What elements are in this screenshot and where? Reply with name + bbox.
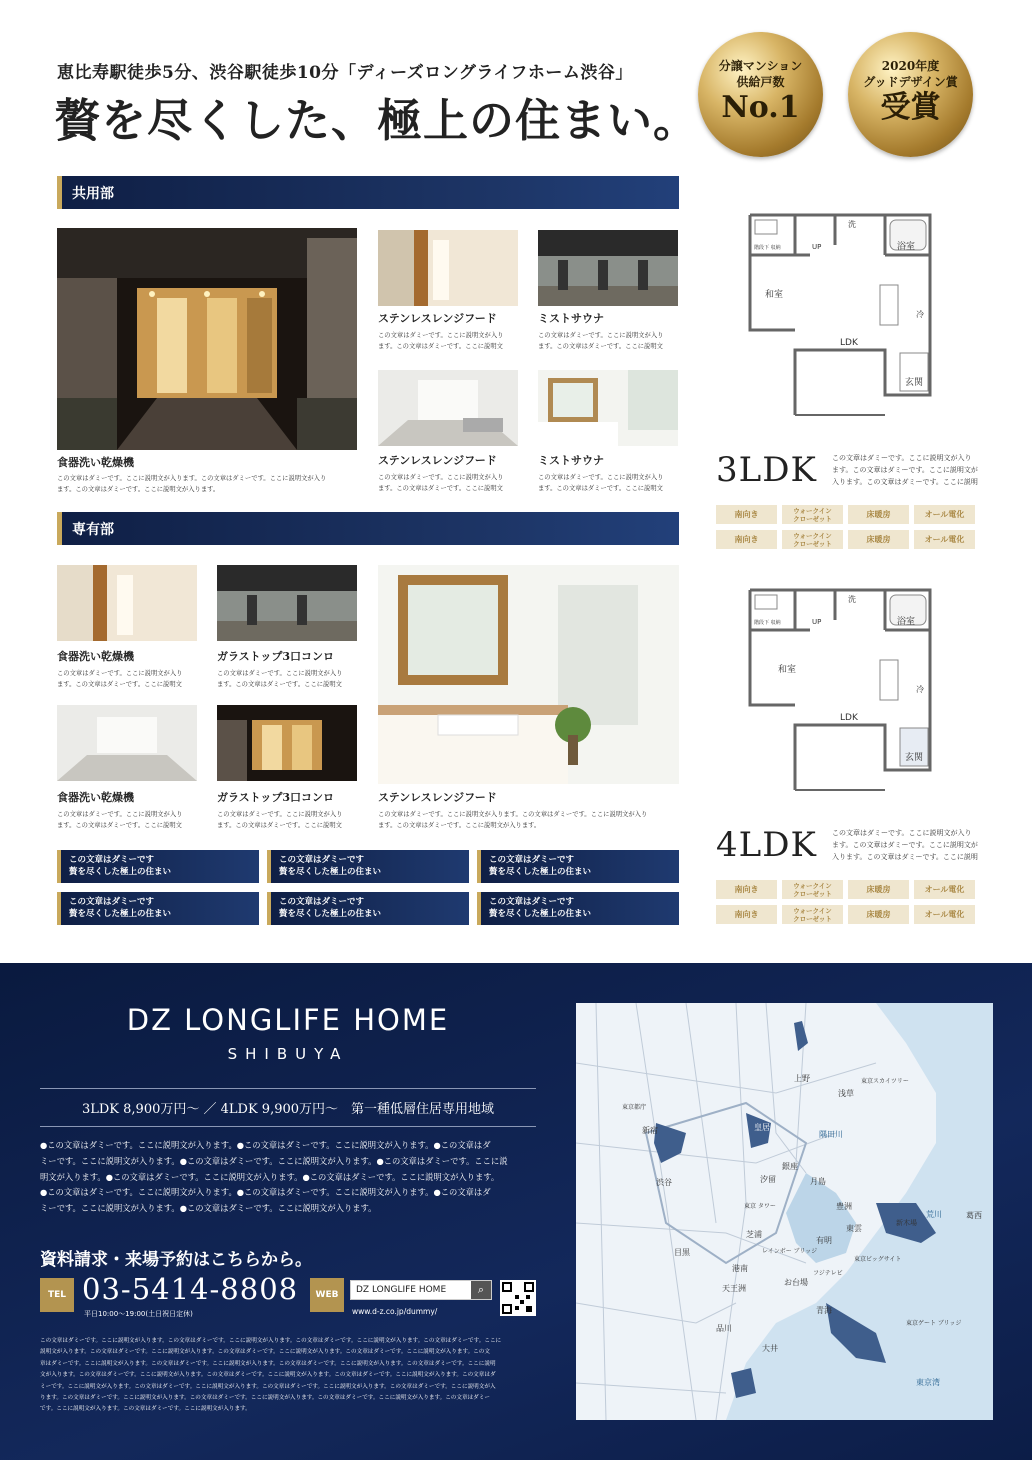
map-label-aomi: 青海: [816, 1306, 832, 1315]
map-label-kokyo: 皇居: [754, 1123, 770, 1132]
cta-box-3[interactable]: [477, 850, 679, 883]
bullet-line-1: ●この文章はダミーです。ここに説明文が入ります。●この文章はダミーです。ここに説明文が入ります。●この文章はダ: [40, 1140, 491, 1150]
private-text-5: [378, 809, 678, 831]
tag-all-electric-2: オール電化: [914, 530, 975, 549]
map-label-toyosu: 豊洲: [836, 1202, 852, 1211]
cta-6-line2: 贅を尽くした極上の住まい: [489, 909, 592, 919]
search-icon[interactable]: ⌕: [471, 1281, 491, 1299]
fine-print-4: 文が入ります。この文章はダミーです。ここに説明文が入ります。この文章はダミーです。ここに説明文が入ります。この文章はダミーです。ここに説明文が入ります。この文章はダ: [40, 1372, 496, 1379]
tag-south-2: 南向き: [716, 530, 777, 549]
common-text-4a: この文章はダミーです。ここに説明文が入り: [378, 474, 504, 481]
floorplan-3ldk: [740, 205, 940, 420]
map-label-bigsight: 東京ビッグサイト: [854, 1256, 902, 1263]
map-label-shiodome: 汐留: [760, 1175, 776, 1184]
fp3-up: UP: [812, 243, 822, 251]
private-caption-5: ステンレスレンジフード: [378, 791, 497, 804]
plan-4ldk-desc: [832, 827, 982, 863]
private-caption-2: ガラストップ3口コンロ: [217, 650, 334, 663]
fp4-bath: 浴室: [897, 617, 916, 627]
private-caption-3: 食器洗い乾燥機: [57, 791, 134, 804]
fp3-ldk: LDK: [840, 338, 858, 348]
tag-wic-4: ウォークイン クローゼット: [782, 905, 843, 924]
room-photo: [378, 370, 518, 446]
map-label-ariake: 有明: [816, 1236, 832, 1245]
medal-good-design: [848, 32, 973, 157]
map-label-skytree: 東京スカイツリー: [861, 1078, 909, 1085]
common-text-3a: この文章はダミーです。ここに説明文が入り: [538, 332, 664, 339]
bullet-line-3: 明文が入ります。●この文章はダミーです。ここに説明文が入ります。●この文章はダミーです。ここに説明文が入ります。: [40, 1171, 500, 1182]
cta-box-6[interactable]: [477, 892, 679, 925]
tag-south-3: 南向き: [716, 880, 777, 899]
plan-3ldk-desc: [832, 452, 982, 488]
washroom-photo: [538, 370, 678, 446]
medal-gd-big: 受賞: [880, 90, 941, 125]
map-label-shinjuku: 新宿: [642, 1126, 658, 1135]
fp4-wash: 洗: [848, 595, 856, 604]
rangehood-photo: [378, 230, 518, 306]
bullet-line-2: ミーです。ここに説明文が入ります。●この文章はダミーです。ここに説明文が入ります。●この文章はダミーです。ここに説: [40, 1155, 508, 1166]
cta-2-line1: この文章はダミーです: [279, 855, 365, 865]
map-label-shibaura: 芝浦: [746, 1230, 762, 1239]
search-input[interactable]: DZ LONGLIFE HOME: [356, 1285, 447, 1295]
fp3-washitsu: 和室: [765, 290, 784, 300]
private-caption-4: ガラストップ3口コンロ: [217, 791, 334, 804]
map-label-shibuya: 渋谷: [656, 1178, 672, 1187]
web-label: WEB: [310, 1278, 344, 1312]
divider-bottom: [40, 1126, 536, 1127]
tag-all-electric-1: オール電化: [914, 505, 975, 524]
medal-no1-big: No.1: [721, 90, 800, 125]
medal-no1-line2: 供給戸数: [736, 75, 785, 89]
tag-all-electric-3: オール電化: [914, 880, 975, 899]
tel-number[interactable]: 03-5414-8808: [82, 1272, 299, 1306]
private-text-3: [57, 809, 199, 831]
map-label-tocho: 東京都庁: [622, 1104, 647, 1111]
fp3-wash: 洗: [848, 220, 856, 229]
cta-4-line2: 贅を尽くした極上の住まい: [69, 909, 172, 919]
fine-print-3: 章はダミーです。ここに説明文が入ります。この文章はダミーです。ここに説明文が入ります。この文章はダミーです。ここに説明文が入ります。この文章はダミーです。ここに説明: [40, 1360, 496, 1367]
plan-4ldk-label: 4LDK: [716, 825, 817, 865]
cta-4-line1: この文章はダミーです: [69, 897, 155, 907]
map-label-kasai: 葛西: [966, 1211, 982, 1220]
subheadline: 恵比寿駅徒歩5分、渋谷駅徒歩10分「ディーズロングライフホーム渋谷」: [57, 63, 633, 83]
plan-4ldk-desc3: 入ります。この文章はダミーです。ここに説明: [832, 853, 978, 861]
private-text-4: [217, 809, 359, 831]
tag-floor-heat-3: 床暖房: [848, 880, 909, 899]
common-caption-4: ステンレスレンジフード: [378, 454, 497, 467]
area-map[interactable]: [576, 1003, 993, 1420]
private-text-4a: この文章はダミーです。ここに説明文が入り: [217, 811, 343, 818]
fp3-bath: 浴室: [897, 242, 916, 252]
fine-print-2: 説明文が入ります。この文章はダミーです。ここに説明文が入ります。この文章はダミーです。ここに説明文が入ります。この文章はダミーです。ここに説明文が入ります。この文: [40, 1349, 490, 1356]
private-text-2: [217, 668, 359, 690]
private-photo-large: [378, 565, 679, 784]
cta-1-line2: 贅を尽くした極上の住まい: [69, 867, 172, 877]
divider-top: [40, 1088, 536, 1089]
private-text-1b: ます。この文章はダミーです。ここに説明文: [57, 681, 182, 688]
map-label-shinonome: 東雲: [846, 1224, 862, 1233]
plan-4ldk-desc1: この文章はダミーです。ここに説明文が入り: [832, 829, 972, 837]
bullet-line-4: ●この文章はダミーです。ここに説明文が入ります。●この文章はダミーです。ここに説明文が入ります。●この文章はダ: [40, 1187, 491, 1198]
common-text-4b: ます。この文章はダミーです。ここに説明文: [378, 485, 503, 492]
tag-south-1: 南向き: [716, 505, 777, 524]
bullet-line-5: ミーです。ここに説明文が入ります。●この文章はダミーです。ここに説明文が入ります。: [40, 1203, 377, 1214]
common-text-4: [378, 472, 520, 494]
tag-floor-heat-2: 床暖房: [848, 530, 909, 549]
private-text-5a: この文章はダミーです。ここに説明文が入ります。この文章はダミーです。ここに説明文が入り: [378, 811, 648, 818]
cta-3-line2: 贅を尽くした極上の住まい: [489, 867, 592, 877]
cta-box-4[interactable]: [57, 892, 259, 925]
common-text-3: [538, 330, 680, 352]
common-caption-2: ステンレスレンジフード: [378, 312, 497, 325]
tag-all-electric-4: オール電化: [914, 905, 975, 924]
private-text-2a: この文章はダミーです。ここに説明文が入り: [217, 670, 343, 677]
brand-name: DZ LONGLIFE HOME: [126, 1003, 450, 1037]
common-text-2: [378, 330, 520, 352]
map-label-arakawa: 荒川: [926, 1210, 942, 1219]
fp3-storage: 階段下 収納: [754, 245, 781, 251]
plan-3ldk-desc3: 入ります。この文章はダミーです。ここに説明: [832, 478, 978, 486]
map-label-bay: 東京湾: [916, 1378, 940, 1387]
cta-2-line2: 贅を尽くした極上の住まい: [279, 867, 382, 877]
common-text-1b: ます。この文章はダミーです。ここに説明文が入ります。: [57, 486, 220, 493]
map-label-konan: 港南: [732, 1264, 748, 1273]
sauna-photo: [538, 230, 678, 306]
private-text-1a: この文章はダミーです。ここに説明文が入り: [57, 670, 183, 677]
fp3-fridge: 冷: [916, 310, 924, 319]
common-text-1: [57, 473, 357, 495]
map-label-ueno: 上野: [794, 1074, 810, 1083]
tel-label: TEL: [40, 1278, 74, 1312]
cta-1-line1: この文章はダミーです: [69, 855, 155, 865]
fp4-genkan: 玄関: [905, 753, 924, 763]
plan-3ldk-desc1: この文章はダミーです。ここに説明文が入り: [832, 454, 972, 462]
cta-5-line2: 贅を尽くした極上の住まい: [279, 909, 382, 919]
fp4-up: UP: [812, 618, 822, 626]
tag-floor-heat-1: 床暖房: [848, 505, 909, 524]
common-caption-5: ミストサウナ: [538, 454, 604, 467]
map-label-shinagawa: 品川: [716, 1324, 732, 1333]
private-text-4b: ます。この文章はダミーです。ここに説明文: [217, 822, 342, 829]
map-label-tsukishima: 月島: [810, 1177, 826, 1186]
private-text-3a: この文章はダミーです。ここに説明文が入り: [57, 811, 183, 818]
medal-no1-line1: 分譲マンション: [718, 59, 803, 73]
private-photo-1: [57, 565, 197, 641]
fine-print-1: この文章はダミーです。ここに説明文が入ります。この文章はダミーです。ここに説明文が入ります。この文章はダミーです。ここに説明文が入ります。この文章はダミーです。ここに: [40, 1338, 502, 1344]
map-label-tower: 東京 タワー: [744, 1203, 776, 1210]
cta-box-5[interactable]: [267, 892, 469, 925]
plan-4ldk-desc2: ます。この文章はダミーです。ここに説明文が: [832, 841, 978, 849]
medal-gd-line1: 2020年度: [881, 59, 940, 73]
private-text-2b: ます。この文章はダミーです。ここに説明文: [217, 681, 342, 688]
common-text-5: [538, 472, 680, 494]
fp4-fridge: 冷: [916, 685, 924, 694]
entrance-photo: [57, 228, 357, 450]
map-label-sumida: 隅田川: [819, 1130, 843, 1139]
private-photo-2: [217, 565, 357, 641]
fp4-ldk: LDK: [840, 713, 858, 723]
contact-heading: 資料請求・来場予約はこちらから。: [40, 1250, 312, 1270]
tag-south-4: 南向き: [716, 905, 777, 924]
map-label-ginza: 銀座: [782, 1162, 798, 1171]
common-text-5a: この文章はダミーです。ここに説明文が入り: [538, 474, 664, 481]
map-label-odaiba: お台場: [784, 1278, 808, 1287]
tag-wic-3: ウォークイン クローゼット: [782, 880, 843, 899]
tel-hours: 平日10:00〜19:00(土日祝日定休): [84, 1310, 193, 1318]
fine-print-7: です。ここに説明文が入ります。この文章はダミーです。ここに説明文が入ります。: [40, 1406, 251, 1413]
fp4-storage: 階段下 収納: [754, 620, 781, 626]
private-text-1: [57, 668, 199, 690]
private-photo-3: [57, 705, 197, 781]
common-caption-3: ミストサウナ: [538, 312, 604, 325]
plan-3ldk-label: 3LDK: [716, 450, 817, 490]
qr-code[interactable]: [500, 1280, 536, 1316]
cta-box-1[interactable]: [57, 850, 259, 883]
map-label-gatebridge: 東京ゲート ブリッジ: [906, 1320, 962, 1327]
bullet-text: [40, 1138, 540, 1217]
common-caption-1: 食器洗い乾燥機: [57, 456, 134, 469]
private-photo-4: [217, 705, 357, 781]
private-caption-1: 食器洗い乾燥機: [57, 650, 134, 663]
map-label-shinkiba: 新木場: [896, 1219, 917, 1227]
headline: 贅を尽くした、極上の住まい。: [55, 94, 700, 147]
price-line: 3LDK 8,900万円〜 ／ 4LDK 9,900万円〜 第一種低層住居専用地域: [81, 1102, 495, 1117]
section-bar-private: 専有部: [57, 512, 679, 545]
brand-sub: SHIBUYA: [227, 1045, 349, 1063]
tag-wic-2: ウォークイン クローゼット: [782, 530, 843, 549]
map-label-meguro: 目黒: [674, 1248, 690, 1257]
map-label-rainbow: レインボー ブリッジ: [762, 1248, 818, 1255]
cta-6-line1: この文章はダミーです: [489, 897, 575, 907]
medal-no1: [698, 32, 823, 157]
tag-floor-heat-4: 床暖房: [848, 905, 909, 924]
common-text-1a: この文章はダミーです。ここに説明文が入ります。この文章はダミーです。ここに説明文が入り: [57, 475, 327, 482]
private-text-3b: ます。この文章はダミーです。ここに説明文: [57, 822, 182, 829]
common-text-2b: ます。この文章はダミーです。ここに説明文: [378, 343, 503, 350]
map-label-tennozu: 天王洲: [722, 1284, 746, 1293]
cta-3-line1: この文章はダミーです: [489, 855, 575, 865]
common-text-2a: この文章はダミーです。ここに説明文が入り: [378, 332, 504, 339]
map-label-asakusa: 浅草: [838, 1089, 854, 1098]
common-text-5b: ます。この文章はダミーです。ここに説明文: [538, 485, 663, 492]
cta-5-line1: この文章はダミーです: [279, 897, 365, 907]
map-label-fujitv: フジテレビ: [813, 1270, 843, 1277]
web-url[interactable]: www.d-z.co.jp/dummy/: [352, 1307, 438, 1316]
medal-gd-line2: グッドデザイン賞: [863, 75, 958, 89]
cta-box-2[interactable]: [267, 850, 469, 883]
fp3-genkan: 玄関: [905, 378, 924, 388]
search-box[interactable]: [350, 1280, 492, 1300]
common-text-3b: ます。この文章はダミーです。ここに説明文: [538, 343, 663, 350]
plan-3ldk-desc2: ます。この文章はダミーです。ここに説明文が: [832, 466, 978, 474]
private-text-5b: ます。この文章はダミーです。ここに説明文が入ります。: [378, 822, 541, 829]
section-bar-common: 共用部: [57, 176, 679, 209]
fine-print-6: ります。この文章はダミーです。ここに説明文が入ります。この文章はダミーです。ここに説明文が入ります。この文章はダミーです。ここに説明文が入ります。この文章はダミー: [40, 1395, 490, 1402]
floorplan-4ldk: [740, 580, 940, 795]
tag-wic-1: ウォークイン クローゼット: [782, 505, 843, 524]
map-label-oi: 大井: [762, 1344, 778, 1353]
fp4-washitsu: 和室: [778, 665, 797, 675]
fine-print-5: ミーです。ここに説明文が入ります。この文章はダミーです。ここに説明文が入ります。この文章はダミーです。ここに説明文が入ります。この文章はダミーです。ここに説明文が入: [40, 1383, 496, 1390]
fine-print: [40, 1336, 540, 1416]
